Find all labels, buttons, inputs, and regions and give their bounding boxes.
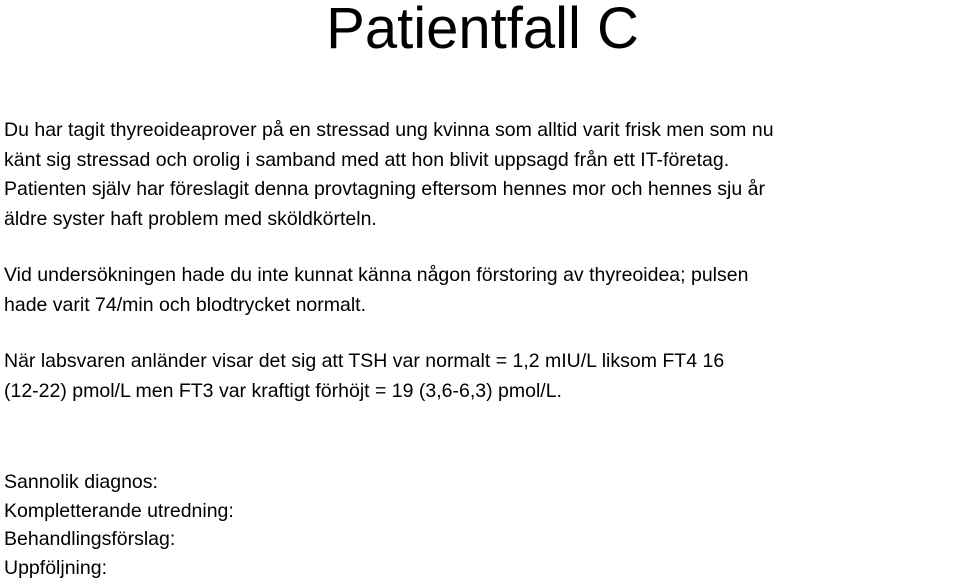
question-further-investigation: Kompletterande utredning: — [4, 499, 234, 522]
question-follow-up: Uppföljning: — [4, 557, 107, 580]
case-paragraph-history — [4, 116, 956, 234]
paragraph-line: Du har tagit thyreoideaprover på en stressad ung kvinna som alltid varit frisk men som nu — [4, 119, 774, 141]
question-diagnosis: Sannolik diagnos: — [4, 471, 158, 493]
case-paragraph-lab-results — [4, 347, 956, 406]
paragraph-line: känt sig stressad och orolig i samband med att hon blivit uppsagd från ett IT-företag. — [4, 148, 730, 171]
paragraph-line: hade varit 74/min och blodtrycket normalt. — [4, 293, 367, 316]
case-paragraph-examination — [4, 261, 956, 320]
page-title: Patientfall C — [326, 0, 639, 61]
paragraph-line: (12-22) pmol/L men FT3 var kraftigt förhöjt = 19 (3,6-6,3) pmol/L. — [4, 379, 562, 402]
paragraph-line: Patienten själv har föreslagit denna provtagning eftersom hennes mor och hennes sju år — [4, 178, 765, 200]
question-treatment: Behandlingsförslag: — [4, 528, 176, 551]
paragraph-line: När labsvaren anländer visar det sig att TSH var normalt = 1,2 mIU/L liksom FT4 16 — [4, 350, 725, 372]
paragraph-line: Vid undersökningen hade du inte kunnat känna någon förstoring av thyreoidea; pulsen — [4, 264, 749, 286]
question-list — [4, 468, 234, 583]
paragraph-line: äldre syster haft problem med sköldkörteln. — [4, 207, 377, 230]
